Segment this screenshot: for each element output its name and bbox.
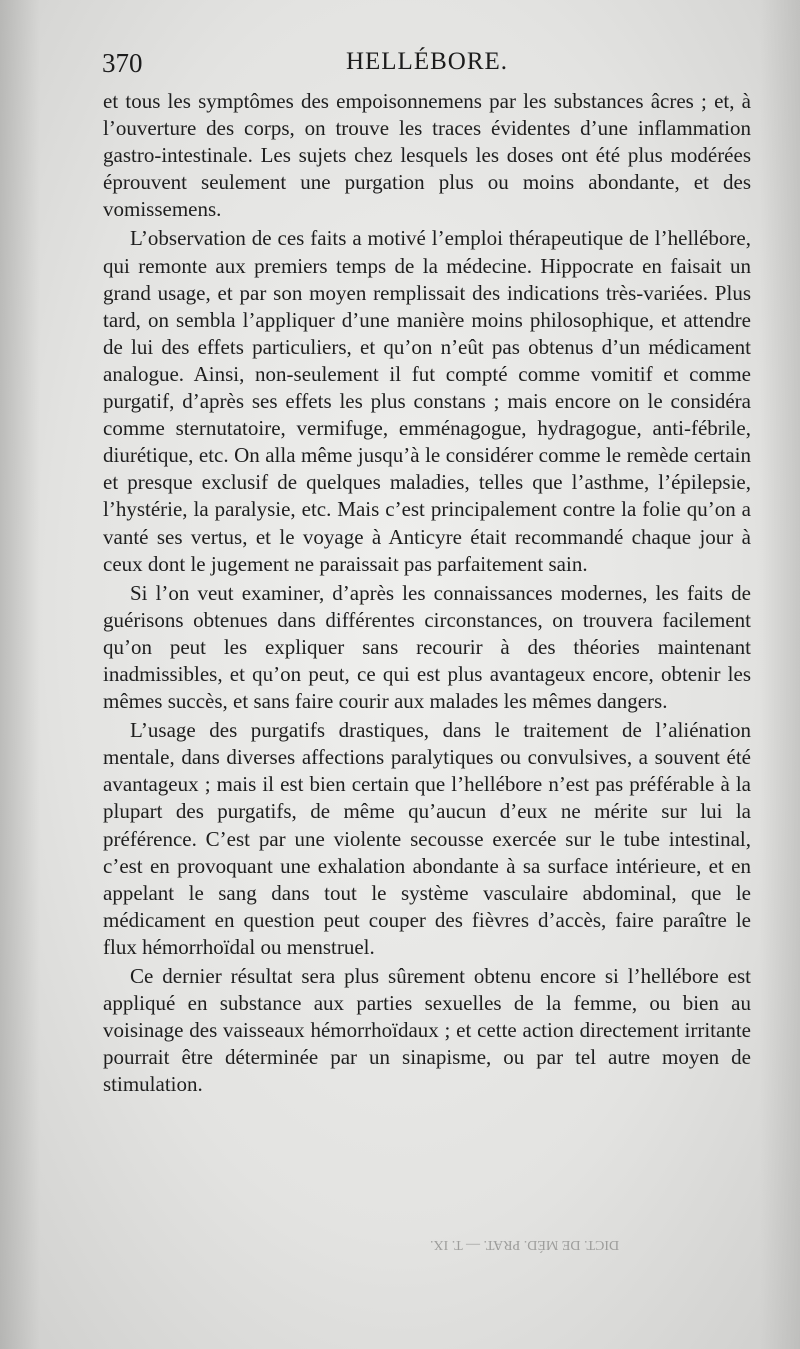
show-through-footer: DICT. DE MÉD. PRAT. — T. IX.	[430, 1237, 620, 1252]
paragraph-2: L’observation de ces faits a motivé l’emploi thérapeutique de l’hellébore, qui remonte aux premiers temps de la médecine. Hippocrate en faisait un grand usage, et par son moyen remplissait des indications très-variées. Plus tard, on sembla l’appliquer d’une manière moins philosophique, et attendre de lui des effets particuliers, et qu’on n’eût pas obtenus d’un médicament analogue. Ainsi, non-seulement il fut compté comme vomitif et comme purgatif, d’après ses effets les plus constans ; mais encore on le considéra comme sternutatoire, vermifuge, emménagogue, hydragogue, anti-fébrile, diurétique, etc. On alla même jusqu’à le considérer comme le remède certain et presque exclusif de quelques maladies, telles que l’asthme, l’épilepsie, l’hystérie, la paralysie, etc. Mais c’est principalement contre la folie qu’on a vanté ses vertus, et le voyage à Anticyre était recommandé chaque jour à ceux dont le jugement ne paraissait pas parfaitement sain.	[103, 226, 751, 576]
body-text	[103, 88, 751, 1098]
paragraph-1: et tous les symptômes des empoisonnemens par les substances âcres ; et, à l’ouverture des corps, on trouve les traces évidentes d’une inflammation gastro-intestinale. Les sujets chez lesquels les doses ont été plus modérées éprouvent seulement une purgation plus ou moins abondante, et des vomissemens.	[103, 89, 751, 222]
page-number: 370	[102, 48, 143, 78]
paragraph-3: Si l’on veut examiner, d’après les connaissances modernes, les faits de guérisons obtenues dans différentes circonstances, on trouvera facilement qu’on peut les expliquer sans recourir à des théories maintenant inadmissibles, et qu’on peut, ce qui est plus avantageux encore, obtenir les mêmes succès, et sans faire courir aux malades les mêmes dangers.	[103, 580, 751, 714]
running-title: HELLÉBORE.	[345, 48, 509, 75]
left-page-shadow	[0, 0, 40, 1349]
page-header	[102, 48, 752, 88]
paragraph-4: L’usage des purgatifs drastiques, dans le traitement de l’aliénation mentale, dans diverses affections paralytiques ou convulsives, a souvent été avantageux ; mais il est bien certain que l’hellébore n’est pas préférable à la plupart des purgatifs, de même qu’aucun d’eux ne mérite sur lui la préférence. C’est par une violente secousse exercée sur le tube intestinal, c’est en provoquant une exhalation abondante à sa surface intérieure, et en appelant le sang dans tout le système vasculaire abdominal, que le médicament en question peut couper des fièvres d’accès, faire paraître le flux hémorrhoïdal ou menstruel.	[103, 718, 751, 959]
paragraph-5: Ce dernier résultat sera plus sûrement obtenu encore si l’hellébore est appliqué en substance aux parties sexuelles de la femme, ou bien au voisinage des vaisseaux hémorrhoïdaux ; et cette action directement irritante pourrait être déterminée par un sinapisme, ou par tel autre moyen de stimulation.	[103, 964, 751, 1097]
right-page-shadow	[760, 0, 800, 1349]
